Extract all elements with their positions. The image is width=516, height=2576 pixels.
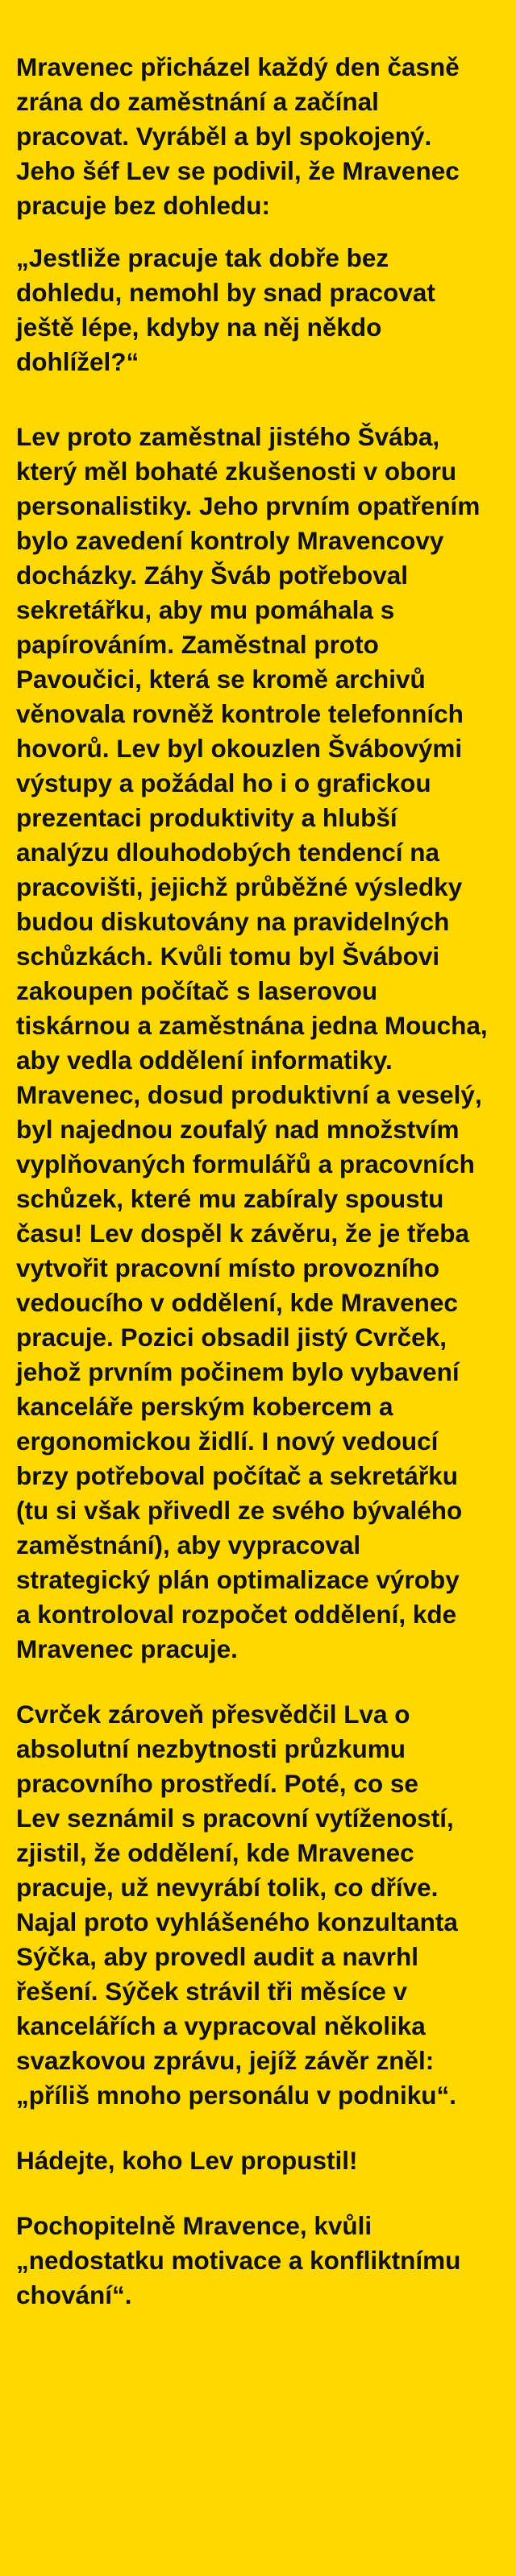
paragraph-gap — [16, 1667, 500, 1697]
paragraph-punchline: Pochopitelně Mravence, kvůli „nedostatku motivace a konfliktnímu chování“. — [16, 2211, 461, 2309]
paragraph-intro: Mravenec přicházel každý den časně zrána do zaměstnání a začínal pracovat. Vyráběl a byl spokojený. Jeho šéf Lev se podivil, že Mravenec pracuje bez dohledu: — [16, 52, 460, 220]
paragraph-gap — [16, 2113, 500, 2143]
paragraph-bureaucracy: Lev proto zaměstnal jistého Švába, který měl bohaté zkušenosti v oboru personalistiky. Jeho prvním opatřením bylo zavedení kontroly Mravencovy docházky. Záhy Šváb potřeboval sekretářku, aby mu pomáhala s papírováním. Zaměstnal proto Pavoučici, která se kromě archivů věnovala rovněž kontrole telefonních hovorů. Lev byl okouzlen Švábovými výstupy a požádal ho i o grafickou prezentaci produktivity a hlubší analýzu dlouhodobých tendencí na pracovišti, jejichž průběžné výsledky budou diskutovány na pravidelných schůzkách. Kvůli tomu byl Švábovi zakoupen počítač s laserovou tiskárnou a zaměstnána jedna Moucha, aby vedla oddělení informatiky. Mravenec, dosud produktivní a veselý, byl najednou zoufalý nad množstvím vyplňovaných formulářů a pracovních schůzek, které mu zabíraly spoustu času! Lev dospěl k závěru, že je třeba vytvořit pracovní místo provozního vedoucího v oddělení, kde Mravenec pracuje. Pozici obsadil jistý Cvrček, jehož prvním počinem bylo vybavení kanceláře perským kobercem a ergonomickou židlí. I nový vedoucí brzy potřeboval počítač a sekretářku (tu si však přivedl ze svého bývalého zaměstnání), aby vypracoval strategický plán optimalizace výroby a kontroloval rozpočet oddělení, kde Mravenec pracuje. — [16, 422, 488, 1663]
paragraph-gap — [16, 379, 500, 420]
paragraph-audit: Cvrček zároveň přesvědčil Lva o absolutní nezbytnosti průzkumu pracovního prostředí. Poté, co se Lev seznámil s pracovní vytížeností, zjistil, že oddělení, kde Mravenec pracuje, už nevyrábí tolik, co dříve. Najal proto vyhlášeného konzultanta Sýčka, aby provedl audit a navrhl řešení. Sýček strávil tři měsíce v kancelářích a vypracoval několika svazkovou zprávu, jejíž závěr zněl: „příliš mnoho personálu v podniku“. — [16, 1700, 458, 2110]
paragraph-question: Hádejte, koho Lev propustil! — [16, 2146, 358, 2175]
paragraph-lion-thought: „Jestliže pracuje tak dobře bez dohledu, nemohl by snad pracovat ještě lépe, kdyby na něj někdo dohlížel?“ — [16, 243, 435, 376]
paragraph-gap — [16, 223, 500, 241]
paragraph-gap — [16, 2178, 500, 2209]
